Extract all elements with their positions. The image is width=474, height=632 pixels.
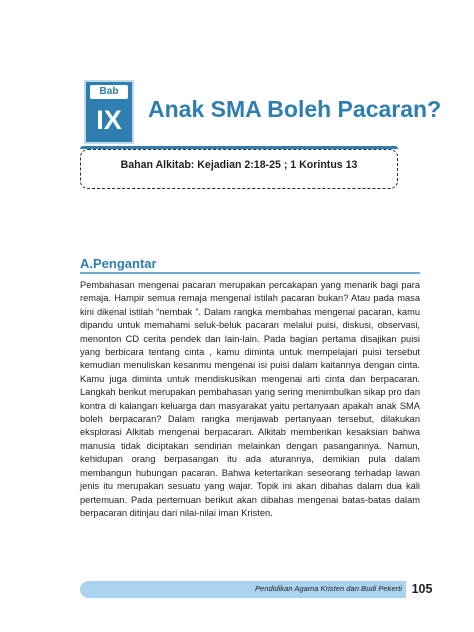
section-divider bbox=[80, 272, 420, 274]
scripture-reference: Bahan Alkitab: Kejadian 2:18-25 ; 1 Korintus 13 bbox=[120, 159, 358, 171]
chapter-badge bbox=[84, 80, 134, 144]
body-paragraph: Pembahasan mengenai pacaran merupakan percakapan yang menarik bagi para remaja. Hampir semua remaja mengenal istilah pacaran bukan? Atau pada masa kini dikenal istilah “nembak ”. Dalam rangka membahas mengenai pacaran, kamu dipandu untuk memahami seluk-beluk pacaran melalui puisi, diskusi, observasi, menonton CD cerita pendek dan lain-lain. Pada bagian pertama disajikan puisi yang berbicara tentang cinta , kamu diminta untuk mempelajari puisi tersebut kemudian menuliskan kesanmu mengenai isi puisi dalam kaitannya dengan cinta. Kamu juga diminta untuk mendiskusikan mengenai arti cinta dan berpacaran. Langkah berikut merupakan pembahasan yang sering menimbulkan sikap pro dan kontra di kalangan keluarga dan masyarakat yaitu pertanyaan apakah anak SMA boleh berpacaran? Dalam rangka menjawab pertanyaan tersebut, dilakukan eksplorasi Alkitab mengenai berpacaran. Alkitab memberikan kesaksian bahwa manusia tidak diciptakan sendirian melainkan dengan pasangannya. Namun, kehidupan orang berpasangan itu ada aturannya, demikian pula dalam membangun hubungan pacaran. Bahwa ketertarikan seseorang terhadap lawan jenis itu merupakan sesuatu yang wajar. Topik ini akan dibahas dalam dua kali pertemuan. Pada pertemuan berikut akan dibahas mengenai batas-batas dalam berpacaran ditinjau dari nilai-nilai iman Kristen. bbox=[80, 280, 420, 518]
page-number: 105 bbox=[411, 582, 433, 596]
footer-book-title: Pendidikan Agama Kristen dan Budi Pekerti bbox=[254, 584, 402, 593]
chapter-title: Anak SMA Boleh Pacaran? bbox=[148, 96, 442, 122]
chapter-label: Bab bbox=[90, 85, 128, 99]
footer-band bbox=[80, 581, 406, 598]
section-heading: A.Pengantar bbox=[80, 256, 157, 271]
scripture-box-accent-bar bbox=[80, 146, 398, 149]
chapter-number: IX bbox=[96, 105, 122, 135]
scripture-box bbox=[80, 149, 398, 189]
